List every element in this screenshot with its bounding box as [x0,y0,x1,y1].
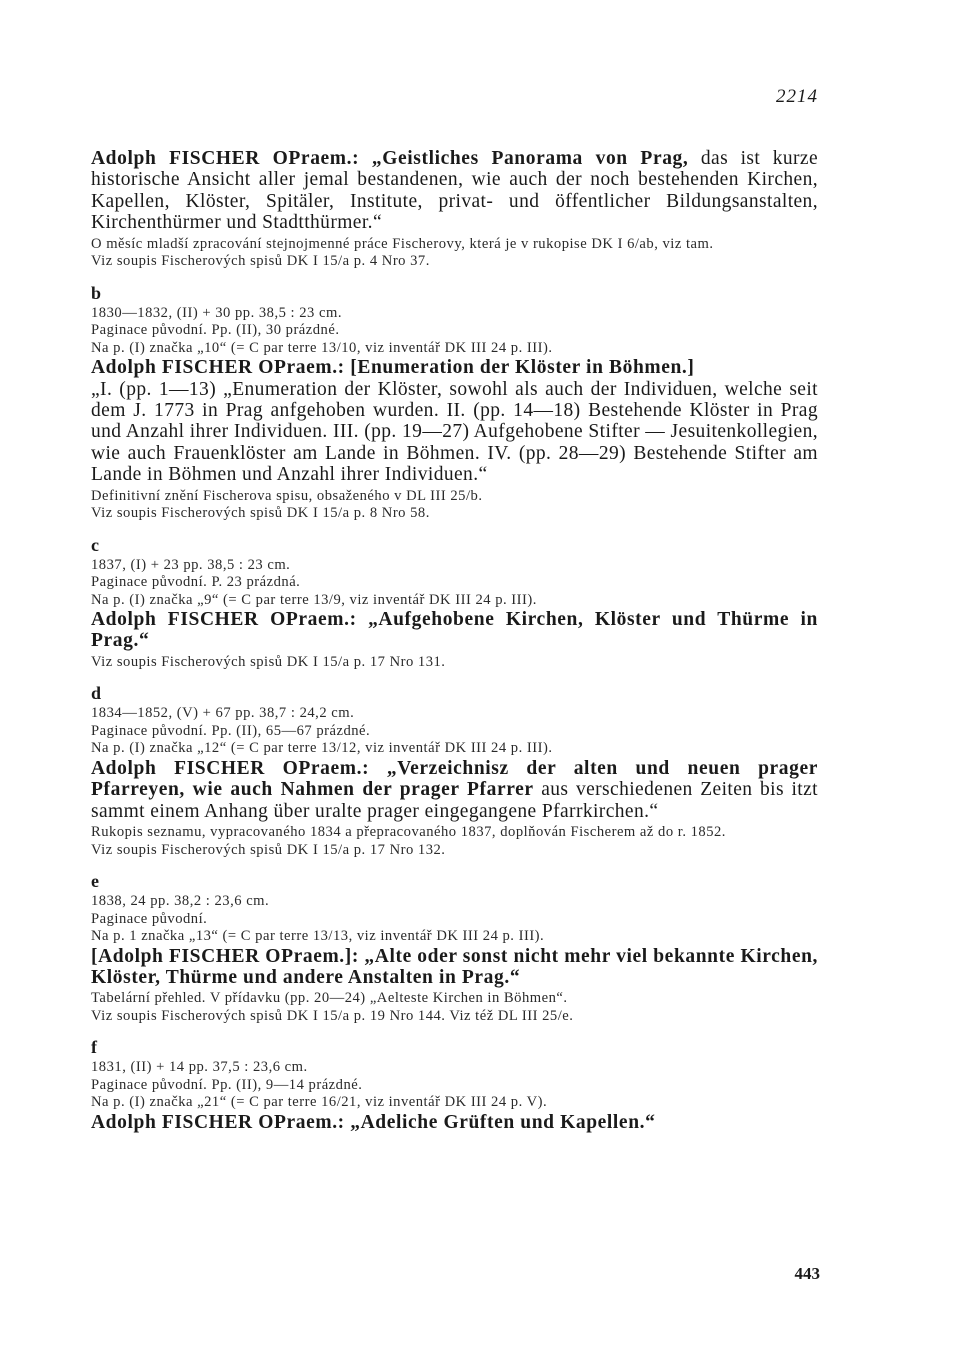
physical-description: 1838, 24 pp. 38,2 : 23,6 cm. [91,893,270,910]
entry-title: Adolph FISCHER OPraem.: „Aufgehobene Kirchen, Klöster und Thürme in Prag.“ [91,609,818,652]
page-number-bottom: 443 [794,1264,820,1283]
entry-note: Definitivní znění Fischerova spisu, obsaženého v DL III 25/b. [91,487,483,504]
physical-description: 1834—1852, (V) + 67 pp. 38,7 : 24,2 cm. [91,705,355,722]
entry-title: Adolph FISCHER OPraem.: „Geistliches Panorama von Prag, das ist kurze historische Ansicht aller jemal bestandenen, wie auch der noch bestehenden Kirchen, Kapellen, Klöster, Spitäler, Institute, privat- und öffentlicher Bildungsanstalten, Kirchenthürmer und Stadtthürmer.“ [91,148,818,234]
entry-title: Adolph FISCHER OPraem.: „Verzeichnisz der alten und neuen prager Pfarreyen, wie auch Nahmen der prager Pfarrer aus verschiedenen Zeiten bis itzt sammt einem Anhang über uralte prager eingegangene Pfarrkirchen.“ [91,757,818,822]
entry-reference: Viz soupis Fischerových spisů DK I 15/a p. 17 Nro 132. [91,841,446,858]
pagination-note: Paginace původní. Pp. (II), 9—14 prázdné. [91,1076,363,1093]
mark-note: Na p. (I) značka „9“ (= C par terre 13/9, viz inventář DK III 24 p. III). [91,591,537,608]
entry-note: Rukopis seznamu, vypracovaného 1834 a přepracovaného 1837, doplňován Fischerem až do r. 1852. [91,824,726,841]
section-letter: d [91,683,102,704]
pagination-note: Paginace původní. P. 23 prázdná. [91,574,301,591]
section-letter: f [91,1037,97,1058]
entry-title: [Adolph FISCHER OPraem.]: „Alte oder sonst nicht mehr viel bekannte Kirchen, Klöster, Thürme und andere Anstalten in Prag.“ [91,945,819,988]
pagination-note: Paginace původní. Pp. (II), 30 prázdné. [91,322,340,339]
mark-note: Na p. (I) značka „12“ (= C par terre 13/12, viz inventář DK III 24 p. III). [91,740,553,757]
entry-reference: Viz soupis Fischerových spisů DK I 15/a p. 4 Nro 37. [91,253,430,270]
entry-reference: Viz soupis Fischerových spisů DK I 15/a p. 8 Nro 58. [91,505,430,522]
section-letter: e [91,871,99,892]
pagination-note: Paginace původní. [91,910,208,927]
entry-note: O měsíc mladší zpracování stejnojmenné práce Fischerovy, která je v rukopise DK I 6/ab, viz tam. [91,235,714,252]
physical-description: 1831, (II) + 14 pp. 37,5 : 23,6 cm. [91,1059,308,1076]
entry-reference: Viz soupis Fischerových spisů DK I 15/a p. 19 Nro 144. Viz též DL III 25/e. [91,1007,574,1024]
entry-note: Tabelární přehled. V přídavku (pp. 20—24) „Aelteste Kirchen in Böhmen“. [91,990,568,1007]
section-letter: b [91,282,102,303]
physical-description: 1837, (I) + 23 pp. 38,5 : 23 cm. [91,556,291,573]
mark-note: Na p. 1 značka „13“ (= C par terre 13/13, viz inventář DK III 24 p. III). [91,928,545,945]
pagination-note: Paginace původní. Pp. (II), 65—67 prázdné. [91,722,371,739]
mark-note: Na p. (I) značka „21“ (= C par terre 16/21, viz inventář DK III 24 p. V). [91,1094,548,1111]
physical-description: 1830—1832, (II) + 30 pp. 38,5 : 23 cm. [91,304,342,321]
entry-title: Adolph FISCHER OPraem.: [Enumeration der Klöster in Böhmen.] „I. (pp. 1—13) „Enumeration der Klöster, sowohl als auch der Individuen, welche seit dem J. 1773 in Prag anfgehoben wurden. II. (pp. 14—18) Bestehende Klöster in Prag und Anzahl ihrer Individuen. III. (pp. 19—27) Aufgehobene Stifter — Jesuitenkollegien, wie auch Frauenklöster am Lande in Böhmen. IV. (pp. 28—29) Bestehende Stifter am Lande in Böhmen und Anzahl ihrer Individuen.“ [91,357,818,486]
entry-title: Adolph FISCHER OPraem.: „Adeliche Grüften und Kapellen.“ [91,1111,656,1133]
mark-note: Na p. (I) značka „10“ (= C par terre 13/10, viz inventář DK III 24 p. III). [91,339,553,356]
page-content [91,148,818,1133]
page-number-top: 2214 [776,86,818,107]
section-letter: c [91,534,99,555]
entry-reference: Viz soupis Fischerových spisů DK I 15/a p. 17 Nro 131. [91,653,446,670]
